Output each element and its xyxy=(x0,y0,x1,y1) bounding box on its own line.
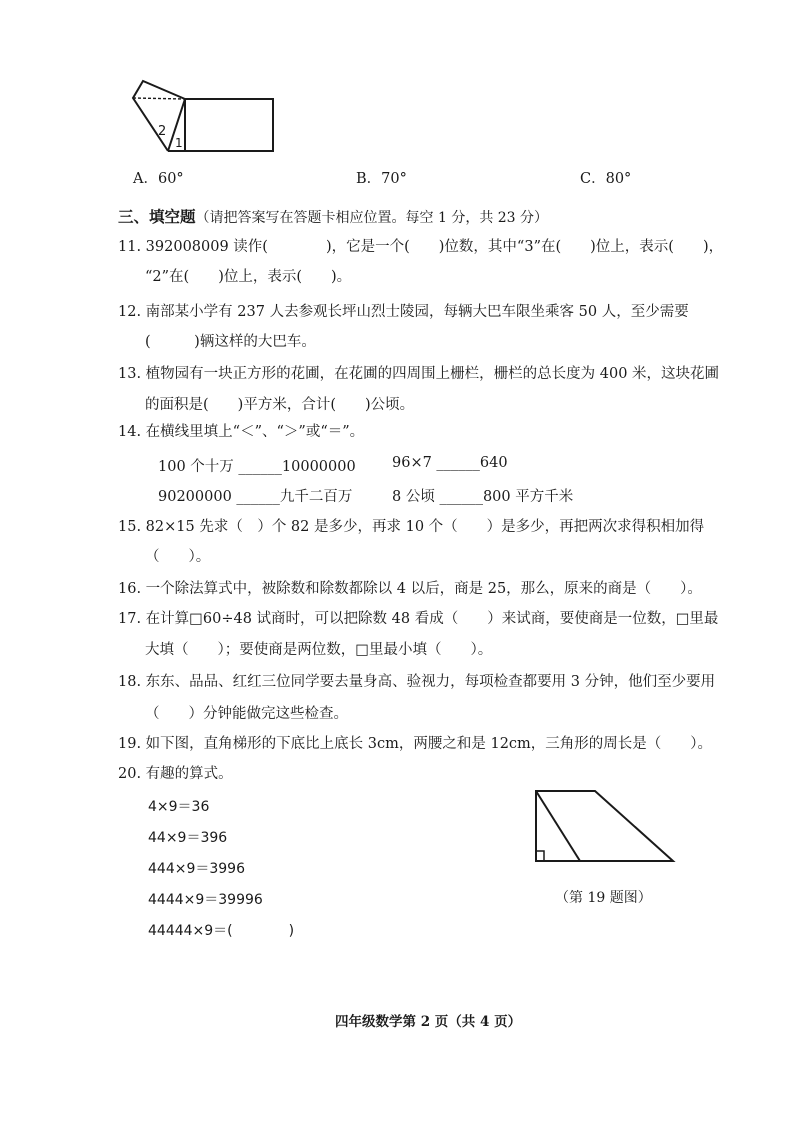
question-18-line2: （ ）分钟能做完这些检查。 xyxy=(145,706,348,722)
question-17-line2: 大填（ ）；要使商是两位数，□里最小填（ ）。 xyxy=(145,642,493,658)
question-14-title: 14. 在横线里填上“＜”、“＞”或“＝”。 xyxy=(118,424,365,440)
angle-label-1: 1 xyxy=(175,136,183,150)
compare-item-1: 100 个十万 ______10000000 xyxy=(158,459,356,475)
equation-5: 44444×9＝( ) xyxy=(148,923,295,939)
section-title xyxy=(118,205,548,227)
compare-item-2: 96×7 ______640 xyxy=(392,455,508,471)
question-15-line1: 15. 82×15 先求（ ）个 82 是多少，再求 10 个（ ）是多少，再把两次求得积相加得 xyxy=(118,519,705,535)
equation-1: 4×9＝36 xyxy=(148,799,210,815)
question-12-line2: ( )辆这样的大巴车。 xyxy=(145,334,316,350)
section-heading: 三、填空题 xyxy=(118,207,196,226)
folded-rectangle-figure xyxy=(125,72,285,157)
folded-shape xyxy=(133,81,273,151)
question-12-line1: 12. 南部某小学有 237 人去参观长坪山烈士陵园，每辆大巴车限坐乘客 50 人，至少需要 xyxy=(118,304,689,320)
trapezoid-outline xyxy=(536,791,673,861)
question-11-line1: 11. 392008009 读作( )，它是一个( )位数，其中“3”在( )位上，表示( )， xyxy=(118,239,724,255)
question-11-line2: “2”在( )位上，表示( )。 xyxy=(145,269,352,285)
equation-4: 4444×9＝39996 xyxy=(148,892,263,908)
question-17-line1: 17. 在计算□60÷48 试商时，可以把除数 48 看成（ ）来试商，要使商是一位数，□里最 xyxy=(118,611,719,627)
rectangle-strip xyxy=(185,99,273,151)
compare-item-3: 90200000 ______九千二百万 xyxy=(158,489,353,505)
question-18-line1: 18. 东东、品品、红红三位同学要去量身高、验视力，每项检查都要用 3 分钟，他们至少要用 xyxy=(118,674,716,690)
compare-item-4: 8 公顷 ______800 平方千米 xyxy=(392,489,574,505)
question-16: 16. 一个除法算式中，被除数和除数都除以 4 以后，商是 25，那么，原来的商是（ ）。 xyxy=(118,581,702,597)
option-c: C．80° xyxy=(580,171,632,187)
question-20-title: 20. 有趣的算式。 xyxy=(118,766,233,782)
equation-3: 444×9＝3996 xyxy=(148,861,245,877)
fold-dashed-line xyxy=(133,98,185,99)
question-19: 19. 如下图，直角梯形的下底比上底长 3cm，两腰之和是 12cm，三角形的周长是（ ）。 xyxy=(118,736,713,752)
right-angle-mark xyxy=(536,851,544,861)
figure-19-caption: （第 19 题图） xyxy=(555,890,652,906)
option-b: B．70° xyxy=(356,171,407,187)
angle-label-2: 2 xyxy=(158,124,167,139)
question-13-line2: 的面积是( )平方米，合计( )公顷。 xyxy=(145,397,415,413)
question-15-line2: （ ）。 xyxy=(145,549,211,565)
section-note: （请把答案写在答题卡相应位置。每空 1 分，共 23 分） xyxy=(195,210,549,226)
option-a: A．60° xyxy=(133,171,184,187)
equation-2: 44×9＝396 xyxy=(148,830,228,846)
question-13-line1: 13. 植物园有一块正方形的花圃，在花圃的四周围上栅栏，栅栏的总长度为 400 米，这块花圃 xyxy=(118,366,720,382)
page-footer: 四年级数学第 2 页（共 4 页） xyxy=(335,1014,522,1030)
right-trapezoid-figure xyxy=(530,785,680,865)
